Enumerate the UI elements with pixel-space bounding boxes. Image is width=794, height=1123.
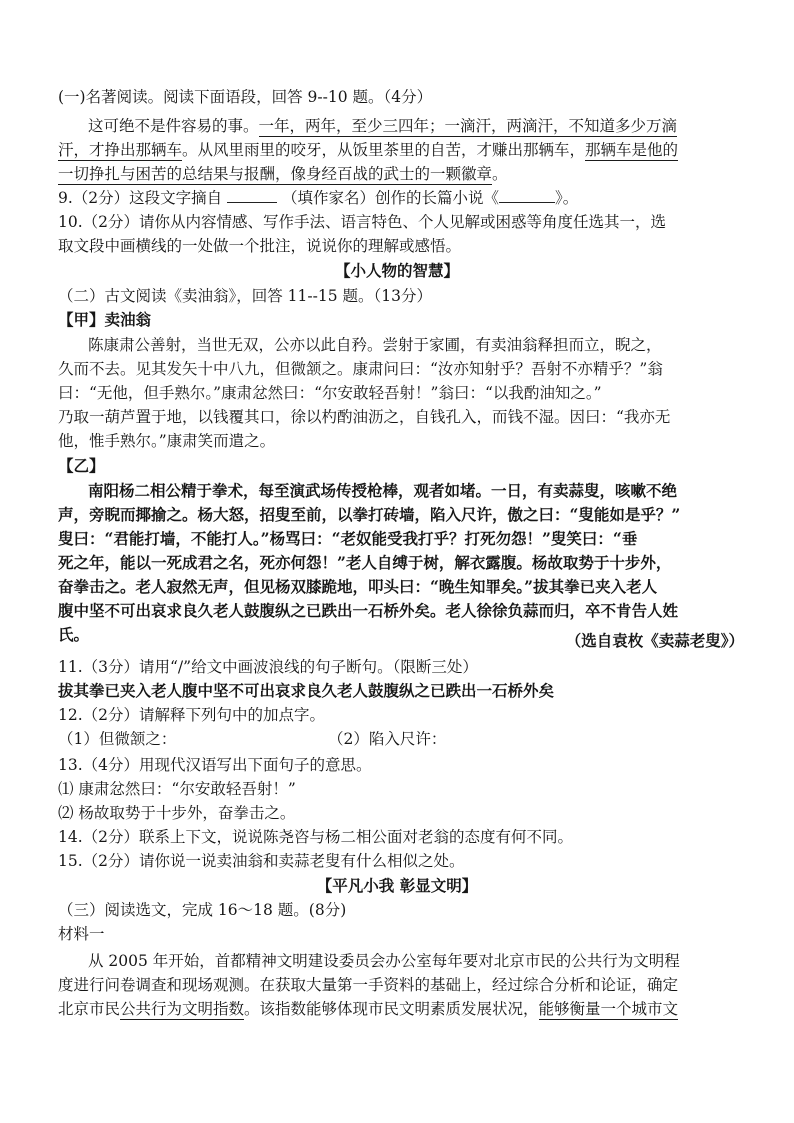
question-9	[58, 187, 744, 209]
question-15: 15.（2分）请你说一说卖油翁和卖蒜老叟有什么相似之处。	[58, 852, 465, 870]
material-underline-2: 能够衡量一个城市文	[539, 1000, 679, 1020]
jia-line-4: 乃取一葫芦置于地，以钱覆其口，徐以杓酌油沥之，自钱孔入，而钱不湿。因曰：“我亦无	[58, 408, 671, 426]
passage-line-3	[58, 163, 744, 185]
jia-line-3: 曰：“无他，但手熟尔。”康肃忿然曰：“尔安敢轻吾射！”翁曰：“以我酌油知之。”	[58, 384, 602, 402]
jia-line-1: 陈康肃公善射，当世无双，公亦以此自矜。尝射于家圃，有卖油翁释担而立，睨之，	[88, 336, 662, 354]
passage-underline-4: 一切挣扎与困苦的总结果与报酬，像身经百战的武士的一颗徽章	[58, 165, 492, 185]
passage-underline-3: 那辆车是他的	[585, 141, 678, 161]
jia-label: 【甲】卖油翁	[58, 310, 152, 329]
material-1-label: 材料一	[58, 925, 105, 943]
yi-line-6: 腹中坚不可出哀求良久老人鼓腹纵之已跌出一石桥外矣。老人徐徐负蒜而归，卒不肯告人姓	[58, 601, 679, 620]
banner-small-people: 【小人物的智慧】	[334, 261, 459, 280]
yi-line-2: 声，旁睨而揶揄之。杨大怒，招叟至前，以拳打砖墙，陷入尺许，傲之曰：“叟能如是乎？”	[58, 505, 681, 524]
section3-heading: （三）阅读选文，完成 16～18 题。(8分)	[58, 901, 347, 919]
question-13-item-2: ⑵ 杨故取势于十步外，奋拳击之。	[58, 804, 296, 822]
q12-item-2: （2）陷入尺许：	[328, 730, 447, 748]
material-line-2: 度进行问卷调查和现场观测。在获取大量第一手资料的基础上，经过综合分析和论证，确定	[58, 976, 679, 994]
q9-prefix: 9.（2分）这段文字摘自	[58, 189, 223, 207]
jia-line-2: 久而不去。见其发矢十中八九，但微颔之。康肃问曰：“汝亦知射乎？吾射不亦精乎？”翁	[58, 360, 663, 378]
passage-mid: 。从风里雨里的咬牙，从饭里茶里的自苦，才赚出那辆车，	[182, 141, 586, 159]
material-underline-1: 公共行为文明指数	[120, 1000, 244, 1020]
section1-heading: (一)名著阅读。阅读下面语段，回答 9--10 题。（4分）	[58, 88, 433, 106]
passage-underline-2: 汗，才挣出那辆车	[58, 141, 182, 161]
yi-line-1: 南阳杨二相公精于拳术，每至演武场传授枪棒，观者如堵。一日，有卖蒜叟，咳嗽不绝	[88, 481, 678, 500]
yi-line-7: 氏。	[58, 625, 90, 644]
q12-item-1: （1）但微颔之：	[58, 730, 177, 748]
material-line-1: 从 2005 年开始，首都精神文明建设委员会办公室每年要对北京市民的公共行为文明程	[88, 952, 680, 970]
passage-underline-1: 一年，两年，至少三四年；一滴汗，两滴汗，不知道多少万滴	[259, 117, 678, 137]
q9-suffix: 》。	[555, 189, 579, 207]
yi-line-5: 奋拳击之。老人寂然无声，但见杨双膝跪地，叩头曰：“晚生知罪矣。”拔其拳已夹入老人	[58, 577, 658, 596]
q9-mid: （填作家名）创作的长篇小说《	[282, 189, 500, 207]
passage-line-2	[58, 139, 744, 161]
question-12-items	[58, 728, 744, 750]
material-line-3-start: 北京市民	[58, 1000, 121, 1018]
jia-line-5: 他，惟手熟尔。”康肃笑而遣之。	[58, 432, 276, 450]
yi-line-4: 死之年，能以一死成君之名，死亦何怨！”老人自缚于树，解衣露腹。杨故取势于十步外，	[58, 553, 672, 572]
question-14: 14.（2分）联系上下文，说说陈尧咨与杨二相公面对老翁的态度有何不同。	[58, 828, 574, 846]
yi-source: （选自袁枚《卖蒜老叟》）	[565, 631, 744, 650]
question-10-line-1: 10.（2分）请你从内容情感、写作手法、语言特色、个人见解或困惑等角度任选其一，选	[58, 213, 667, 231]
passage-end: 。	[492, 165, 508, 183]
question-13: 13.（4分）用现代汉语写出下面句子的意思。	[58, 756, 372, 774]
passage-intro: 这可绝不是件容易的事。	[88, 117, 259, 135]
material-line-3-mid: 。该指数能够体现市民文明素质发展状况，	[244, 1000, 539, 1018]
q9-title-blank[interactable]	[499, 202, 555, 203]
yi-line-3: 叟曰：“君能打墙，不能打人。”杨骂曰：“老奴能受我打乎？打死勿怨！”叟笑曰：“垂	[58, 529, 638, 548]
question-13-item-1: ⑴ 康肃忿然曰：“尔安敢轻吾射！”	[58, 780, 296, 798]
yi-label: 【乙】	[58, 456, 105, 475]
question-12: 12.（2分）请解释下列句中的加点字。	[58, 706, 326, 724]
section2-heading: （二）古文阅读《卖油翁》，回答 11--15 题。（13分）	[58, 287, 432, 305]
question-11-sentence: 拔其拳已夹入老人腹中坚不可出哀求良久老人鼓腹纵之已跌出一石桥外矣	[58, 681, 555, 700]
material-line-3	[58, 998, 744, 1020]
banner-civilization: 【平凡小我 彰显文明】	[316, 876, 478, 895]
q9-author-blank[interactable]	[227, 202, 277, 203]
question-10-line-2: 取文段中画横线的一处做一个批注，说说你的理解或感悟。	[58, 237, 462, 255]
question-11: 11.（3分）请用“/”给文中画波浪线的句子断句。（限断三处）	[58, 658, 478, 676]
passage-line-1	[88, 115, 744, 137]
